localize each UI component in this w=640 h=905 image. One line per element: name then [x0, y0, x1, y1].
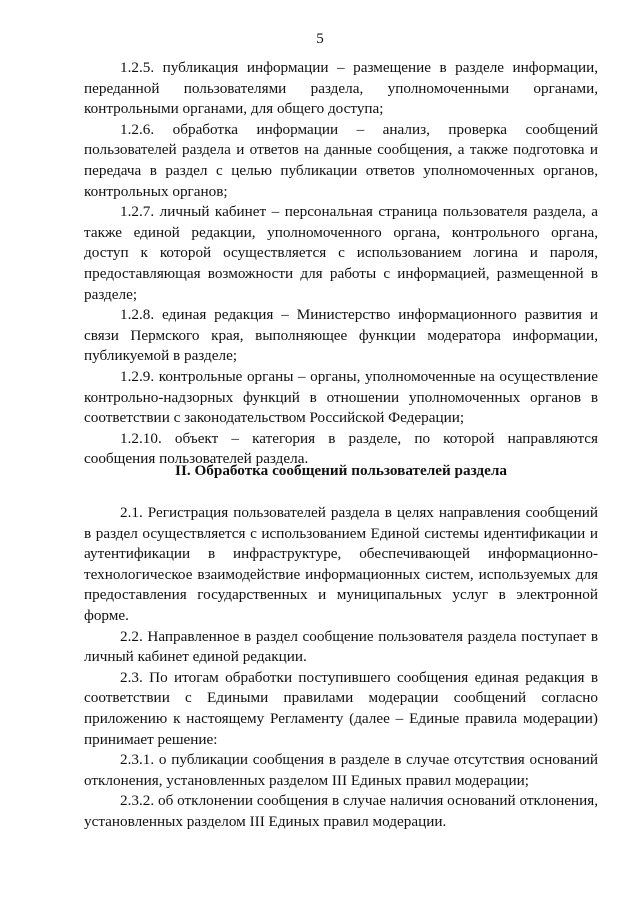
definition-1-2-9: 1.2.9. контрольные органы – органы, уполномоченные на осуществление контрольно-надзорных функций в отношении уполномоченных органов в соответствии с законодательством Российской Федерации;: [84, 367, 598, 427]
definition-1-2-5: 1.2.5. публикация информации – размещение в разделе информации, переданной пользователями раздела, уполномоченными органами, контрольными органами, для общего доступа;: [84, 59, 598, 118]
definition-1-2-6: 1.2.6. обработка информации – анализ, проверка сообщений пользователей раздела и ответов на данные сообщения, а также подготовка и передача в раздел с целью публикации ответов уполномоченных органов, контрольных органов;: [84, 120, 598, 200]
definition-1-2-7: 1.2.7. личный кабинет – персональная страница пользователя раздела, а также единой редакции, уполномоченного органа, контрольного органа, доступ к которой осуществляется с использованием логина и пароля, предоставляющая возможности для работы с информацией, размещенной в разделе;: [84, 203, 598, 303]
section-heading: II. Обработка сообщений пользователей раздела: [175, 462, 507, 479]
section-body: [84, 503, 598, 833]
definitions-block: [84, 58, 598, 470]
paragraph-2-3-1: 2.3.1. о публикации сообщения в разделе в случае отсутствия оснований отклонения, установленных разделом III Единых правил модерации;: [84, 751, 598, 789]
definition-1-2-10: 1.2.10. объект – категория в разделе, по которой направляются сообщения пользователей раздела.: [84, 429, 598, 468]
definition-1-2-8: 1.2.8. единая редакция – Министерство информационного развития и связи Пермского края, выполняющее функции модератора информации, публикуемой в разделе;: [84, 306, 598, 365]
paragraph-2-3-2: 2.3.2. об отклонении сообщения в случае наличия оснований отклонения, установленных разделом III Единых правил модерации.: [84, 792, 598, 830]
page-number: 5: [316, 31, 324, 47]
paragraph-2-3: 2.3. По итогам обработки поступившего сообщения единая редакция в соответствии с Едиными правилами модерации сообщений согласно приложению к настоящему Регламенту (далее – Единые правила модерации) принимает решение:: [84, 668, 598, 748]
paragraph-2-1: 2.1. Регистрация пользователей раздела в целях направления сообщений в раздел осуществляется с использованием Единой системы идентификации и аутентификации в инфраструктуре, обеспечивающей информационно-технологическое взаимодействие информационных систем, используемых для предоставления государственных и муниципальных услуг в электронной форме.: [84, 504, 598, 624]
paragraph-2-2: 2.2. Направленное в раздел сообщение пользователя раздела поступает в личный кабинет единой редакции.: [84, 627, 598, 666]
